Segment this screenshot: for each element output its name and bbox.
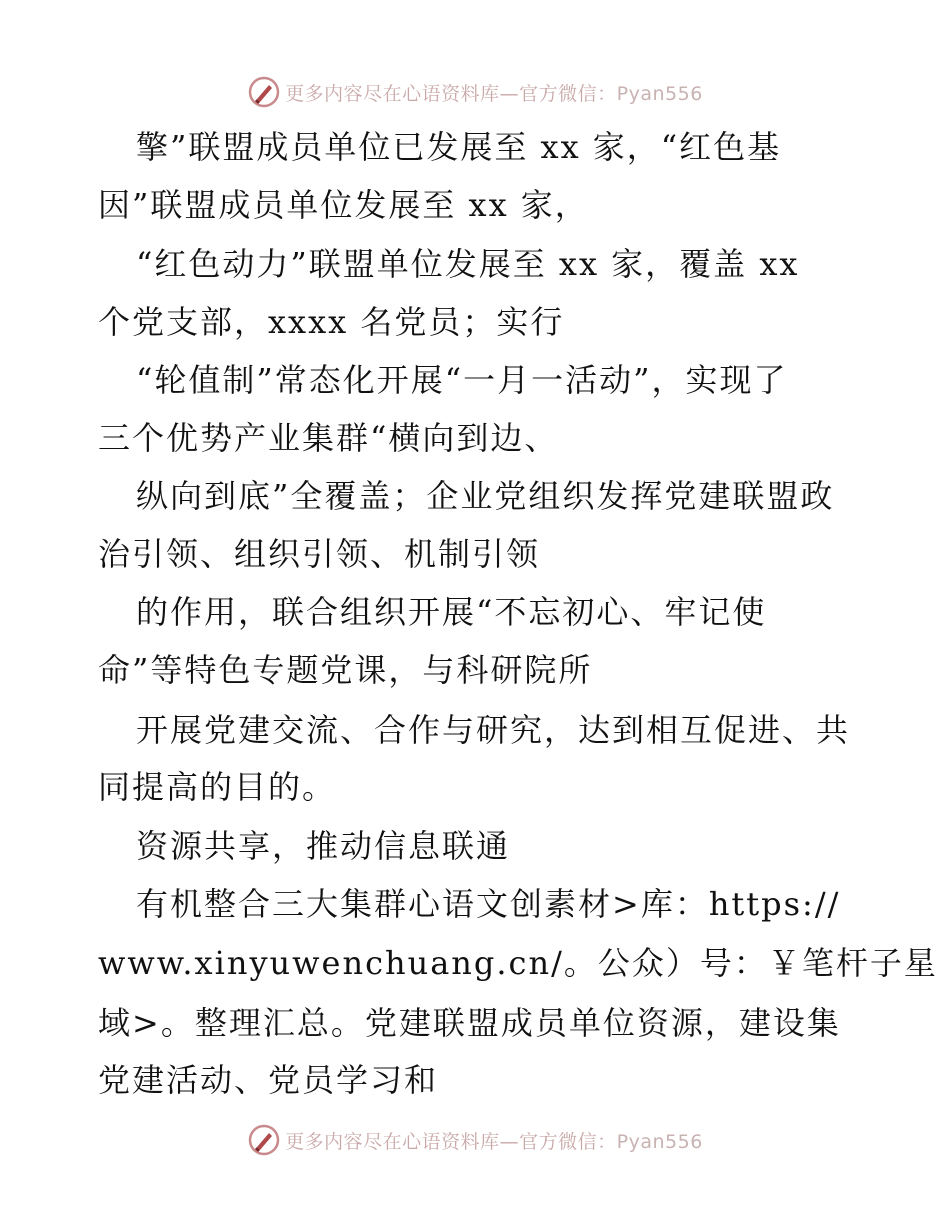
body-line: 的作用，联合组织开展“不忘初心、牢记使 <box>136 593 767 631</box>
body-line: 党建活动、党员学习和 <box>98 1061 439 1099</box>
body-line: 擎”联盟成员单位已发展至 xx 家，“红色基 <box>136 128 782 166</box>
body-line: 同提高的目的。 <box>98 768 337 806</box>
pen-logo-icon <box>247 1123 281 1157</box>
pen-logo-icon <box>247 75 281 109</box>
watermark-text <box>285 1127 703 1154</box>
watermark-text <box>285 79 703 106</box>
body-line: 纵向到底”全覆盖；企业党组织发挥党建联盟政 <box>136 477 835 515</box>
body-line: www.xinyuwenchuang.cn/。公众）号：￥笔杆子星 <box>98 944 938 982</box>
watermark-wechat-id: Pyan556 <box>616 1130 703 1153</box>
watermark-label: 更多内容尽在心语资料库—官方微信： <box>285 82 617 105</box>
body-line: “轮值制”常态化开展“一月一活动”，实现了 <box>136 361 788 399</box>
watermark-label: 更多内容尽在心语资料库—官方微信： <box>285 1130 617 1153</box>
body-line: 有机整合三大集群心语文创素材>库：https:// <box>136 885 841 923</box>
body-line: 三个优势产业集群“横向到边、 <box>98 419 559 457</box>
header-watermark <box>0 72 950 112</box>
body-line: 治引领、组织引领、机制引领 <box>98 535 541 573</box>
body-line: 域>。整理汇总。党建联盟成员单位资源，建设集 <box>98 1004 841 1042</box>
footer-watermark <box>0 1120 950 1160</box>
body-line: 开展党建交流、合作与研究，达到相互促进、共 <box>136 711 851 749</box>
body-line: “红色动力”联盟单位发展至 xx 家，覆盖 xx <box>136 245 800 283</box>
body-line: 资源共享，推动信息联通 <box>136 827 511 865</box>
body-line: 个党支部，xxxx 名党员；实行 <box>98 303 565 341</box>
watermark-wechat-id: Pyan556 <box>616 82 703 105</box>
body-line: 因”联盟成员单位发展至 xx 家， <box>98 186 589 224</box>
body-line: 命”等特色专题党课，与科研院所 <box>98 651 593 689</box>
